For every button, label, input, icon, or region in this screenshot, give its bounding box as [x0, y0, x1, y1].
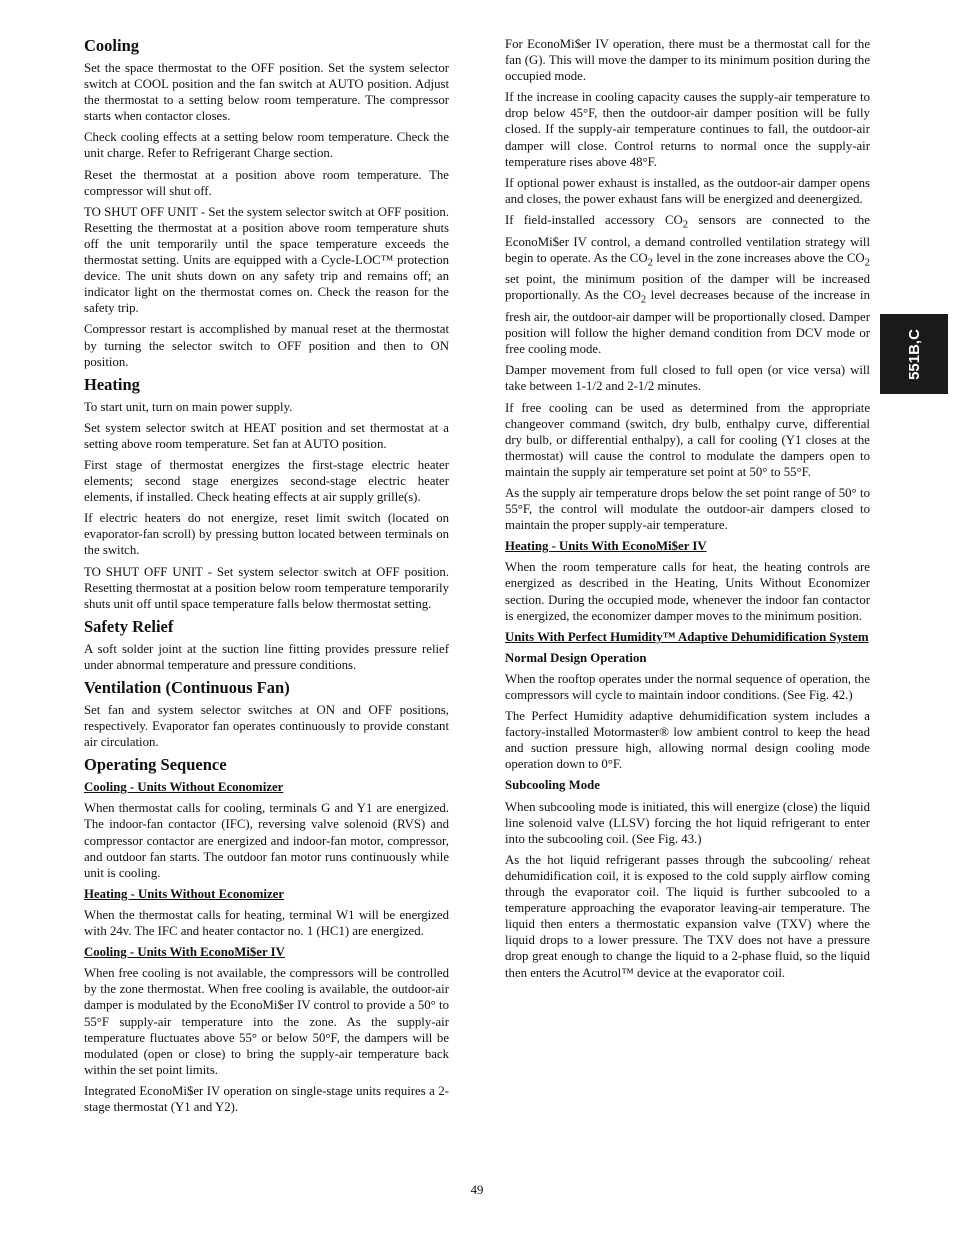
paragraph: As the supply air temperature drops below the set point range of 50° to 55°F, the control will modulate the outdoor-air dampers closed to maintain the proper supply-air temperature.	[505, 485, 870, 533]
heading-heating: Heating	[84, 374, 140, 394]
paragraph: As the hot liquid refrigerant passes through the subcooling/ reheat dehumidification coil, it is exposed to the cold supply airflow coming through the evaporator coil. The liquid is further subcooled to a temperature approaching the evaporator leaving-air temperature. The liquid then enters a thermostatic expansion valve (TXV) where the liquid drops to a lower pressure. The TXV does not have a pressure drop great enough to change the liquid to a 2-phase fluid, so the liquid then enters the Acutrol™ device at the evaporator coil.	[505, 852, 870, 980]
paragraph: To start unit, turn on main power supply.	[84, 399, 293, 414]
paragraph: First stage of thermostat energizes the first-stage electric heater elements; second stage energizes second-stage electric heater elements, if installed. Check heating effects at air supply grille(s).	[84, 457, 449, 505]
subheading-heating-without-economizer: Heating - Units Without Economizer	[84, 886, 285, 901]
paragraph: TO SHUT OFF UNIT - Set the system selector switch at OFF position. Resetting the thermostat at a position above room temperature shuts off the unit temporarily until the space temperature exceeds the thermostat setting. Units are equipped with a Cycle-LOC™ protection device. The unit shuts down on any safety trip and remains off; an indicator light on the thermostat comes on. Check the reason for the safety trip.	[84, 204, 449, 316]
paragraph: For EconoMi$er IV operation, there must be a thermostat call for the fan (G). This will move the damper to its minimum position during the occupied mode.	[505, 37, 870, 84]
right-column	[505, 36, 870, 986]
paragraph: Integrated EconoMi$er IV operation on single-stage units requires a 2-stage thermostat (Y1 and Y2).	[84, 1083, 449, 1114]
paragraph: The Perfect Humidity adaptive dehumidification system includes a factory-installed Motormaster® low ambient control to keep the head and suction pressure high, allowing normal design cooling mode operation down to 0°F.	[505, 709, 870, 772]
left-column	[84, 36, 449, 1120]
subheading-perfect-humidity: Units With Perfect Humidity™ Adaptive Dehumidification System	[505, 629, 869, 644]
paragraph: A soft solder joint at the suction line fitting provides pressure relief under abnormal temperature and pressure conditions.	[84, 641, 449, 672]
paragraph-co2: If field-installed accessory $CO_2$ sensors are connected to the EconoMi$er IV control, a demand controlled ventilation strategy will begin to operate. As the $CO_2$ level in the zone increases above the $CO_2$ set point, the minimum position of the damper will be increased proportionally. As the $CO_2$ level decreases because of the increase in fresh air, the outdoor-air damper will be proportionally closed. Damper position will follow the higher demand condition from DCV mode or free cooling mode.	[505, 212, 870, 357]
paragraph: Set the space thermostat to the OFF position. Set the system selector switch at COOL position and the fan switch at AUTO position. Adjust the thermostat to a setting below room temperature. The compressor starts when contactor closes.	[84, 61, 449, 124]
paragraph: Damper movement from full closed to full open (or vice versa) will take between 1-1/2 and 2-1/2 minutes.	[505, 363, 870, 394]
paragraph: If optional power exhaust is installed, as the outdoor-air damper opens and closes, the power exhaust fans will be energized and deenergized.	[505, 175, 870, 206]
paragraph: When the room temperature calls for heat, the heating controls are energized as described in the Heating, Units Without Economizer section. During the occupied mode, whenever the indoor fan contactor is energized, the economizer damper moves to the minimum position.	[505, 560, 870, 623]
heading-safety-relief: Safety Relief	[84, 616, 174, 636]
paragraph: When the thermostat calls for heating, terminal W1 will be energized with 24v. The IFC and heater contactor no. 1 (HC1) are energized.	[84, 907, 449, 939]
paragraph: When subcooling mode is initiated, this will energize (close) the liquid line solenoid valve (LLSV) forcing the hot liquid refrigerant to enter into the subcooling coil. (See Fig. 43.)	[505, 799, 870, 846]
heading-operating-sequence: Operating Sequence	[84, 755, 227, 775]
paragraph: When the rooftop operates under the normal sequence of operation, the compressors will cycle to maintain indoor conditions. (See Fig. 42.)	[505, 671, 870, 703]
paragraph: TO SHUT OFF UNIT - Set system selector switch at OFF position. Resetting thermostat at a position below room temperature temporarily shuts unit off until space temperature falls below thermostat setting.	[84, 564, 449, 611]
paragraph: Reset the thermostat at a position above room temperature. The compressor will shut off.	[84, 167, 449, 198]
subheading-cooling-without-economizer: Cooling - Units Without Economizer	[84, 780, 284, 795]
subheading-cooling-with-economiser: Cooling - Units With EconoMi$er IV	[84, 945, 285, 960]
paragraph: Set system selector switch at HEAT position and set thermostat at a setting above room temperature. Set fan at AUTO position.	[84, 420, 449, 451]
heading-subcooling-mode: Subcooling Mode	[505, 778, 600, 793]
heading-cooling: Cooling	[84, 36, 140, 55]
heading-normal-design-operation: Normal Design Operation	[505, 650, 647, 665]
paragraph: When free cooling is not available, the compressors will be controlled by the zone thermostat. When free cooling is available, the outdoor-air damper is modulated by the EconoMi$er IV control to provide a 50° to 55°F supply-air temperature into the zone. As the supply-air temperature fluctuates above 55° or below 50°F, the dampers will be modulated (open or close) to bring the supply-air temperature back within the set point limits.	[84, 966, 449, 1077]
side-tab-label: 551B,C	[905, 328, 923, 380]
paragraph: Check cooling effects at a setting below room temperature. Check the unit charge. Refer to Refrigerant Charge section.	[84, 130, 449, 161]
paragraph: If free cooling can be used as determined from the appropriate changeover command (switch, dry bulb, enthalpy curve, differential dry bulb, or differential enthalpy), a call for cooling (Y1 closes at the thermostat) will cause the control to modulate the dampers open to maintain the supply air temperature set point at 50° to 55°F.	[505, 400, 870, 479]
paragraph: If electric heaters do not energize, reset limit switch (located on evaporator-fan scroll) by pressing button located between terminals on the switch.	[84, 511, 449, 558]
paragraph: Compressor restart is accomplished by manual reset at the thermostat by turning the selector switch to OFF position and then to ON position.	[84, 322, 449, 369]
page-number: 49	[470, 1183, 484, 1197]
paragraph: Set fan and system selector switches at ON and OFF positions, respectively. Evaporator fan operates continuously to provide constant air circulation.	[84, 703, 449, 750]
subheading-heating-with-economiser: Heating - Units With EconoMi$er IV	[505, 539, 707, 554]
paragraph: When thermostat calls for cooling, terminals G and Y1 are energized. The indoor-fan contactor (IFC), reversing valve solenoid (RVS) and compressor contactor are energized and indoor-fan motor, compressor, and outdoor fan starts. The outdoor fan motor runs continuously while unit is cooling.	[84, 801, 449, 880]
side-tab-model	[880, 314, 948, 394]
paragraph: If the increase in cooling capacity causes the supply-air temperature to drop below 45°F, then the outdoor-air damper position will be fully closed. If the supply-air temperature continues to fall, the outdoor-air damper will close. Control returns to normal once the supply-air temperature rises above 48°F.	[505, 90, 870, 169]
heading-ventilation: Ventilation (Continuous Fan)	[84, 678, 290, 697]
